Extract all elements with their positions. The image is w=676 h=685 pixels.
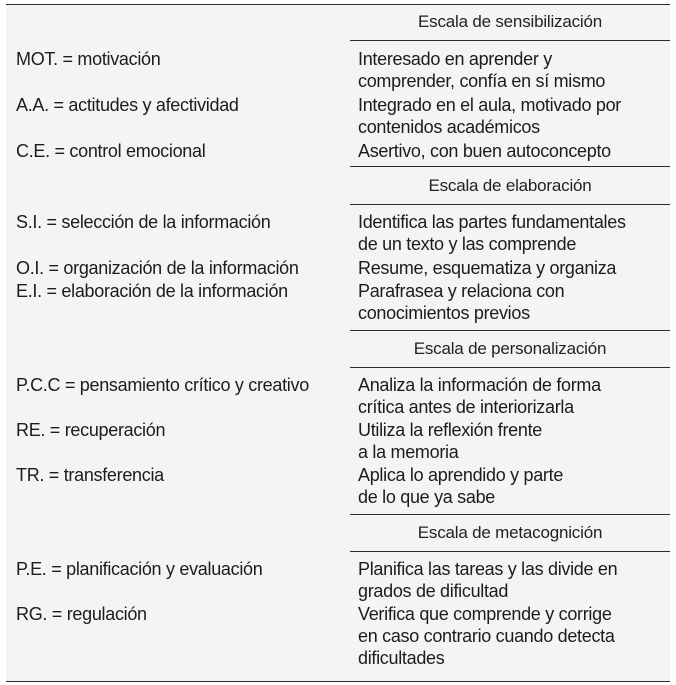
desc-line: Analiza la información de forma: [358, 375, 601, 395]
section-heading-personalizacion: Escala de personalización: [413, 339, 607, 358]
term-oi: O.I. = organización de la información: [16, 258, 299, 278]
desc-line: Resume, esquematiza y organiza: [358, 258, 617, 278]
desc-tr: [358, 464, 563, 508]
desc-line: Identifica las partes fundamentales: [358, 212, 626, 232]
desc-ce: [358, 140, 611, 162]
term-ce: C.E. = control emocional: [16, 141, 206, 161]
desc-aa: [358, 94, 621, 138]
desc-oi: [358, 257, 616, 279]
desc-line: de un texto y las comprende: [358, 234, 577, 254]
desc-line: en caso contrario cuando detecta: [358, 626, 615, 646]
term-pcc: P.C.C = pensamiento crítico y creativo: [16, 375, 309, 395]
desc-re: [358, 419, 542, 463]
desc-line: Utiliza la reflexión frente: [358, 420, 542, 440]
section-heading-elaboracion: Escala de elaboración: [428, 176, 592, 195]
scales-table: [6, 4, 670, 682]
desc-line: contenidos académicos: [358, 117, 540, 137]
desc-pcc: [358, 374, 601, 418]
desc-mot: [358, 48, 605, 92]
desc-line: Interesado en aprender y: [358, 49, 552, 69]
section-heading-metacognicion: Escala de metacognición: [417, 523, 603, 542]
desc-line: grados de dificultad: [358, 581, 509, 601]
term-si: S.I. = selección de la información: [16, 212, 271, 232]
term-re: RE. = recuperación: [16, 420, 166, 440]
desc-line: Asertivo, con buen autoconcepto: [358, 141, 611, 161]
desc-line: Integrado en el aula, motivado por: [358, 95, 621, 115]
desc-line: comprender, confía en sí mismo: [358, 71, 606, 91]
desc-si: [358, 211, 626, 255]
heading-underline: [350, 40, 670, 41]
term-ei: E.I. = elaboración de la información: [16, 281, 288, 301]
term-pe: P.E. = planificación y evaluación: [16, 559, 263, 579]
desc-ei: [358, 280, 564, 324]
desc-line: dificultades: [358, 648, 445, 668]
desc-line: a la memoria: [358, 442, 459, 462]
desc-pe: [358, 558, 617, 602]
term-rg: RG. = regulación: [16, 604, 147, 624]
term-tr: TR. = transferencia: [16, 465, 164, 485]
heading-underline: [350, 551, 670, 552]
heading-topline: [350, 330, 670, 331]
desc-line: Parafrasea y relaciona con: [358, 281, 565, 301]
desc-line: crítica antes de interiorizarla: [358, 397, 574, 417]
section-heading-sensibilizacion: Escala de sensibilización: [418, 12, 602, 31]
heading-topline: [350, 514, 670, 515]
desc-line: Aplica lo aprendido y parte: [358, 465, 564, 485]
desc-line: de lo que ya sabe: [358, 487, 496, 507]
term-mot: MOT. = motivación: [16, 49, 161, 69]
desc-line: Verifica que comprende y corrige: [358, 604, 612, 624]
desc-line: Planifica las tareas y las divide en: [358, 559, 618, 579]
desc-rg: [358, 603, 615, 669]
heading-topline: [350, 166, 670, 167]
heading-underline: [350, 204, 670, 205]
term-aa: A.A. = actitudes y afectividad: [16, 95, 239, 115]
desc-line: conocimientos previos: [358, 303, 530, 323]
heading-underline: [350, 367, 670, 368]
